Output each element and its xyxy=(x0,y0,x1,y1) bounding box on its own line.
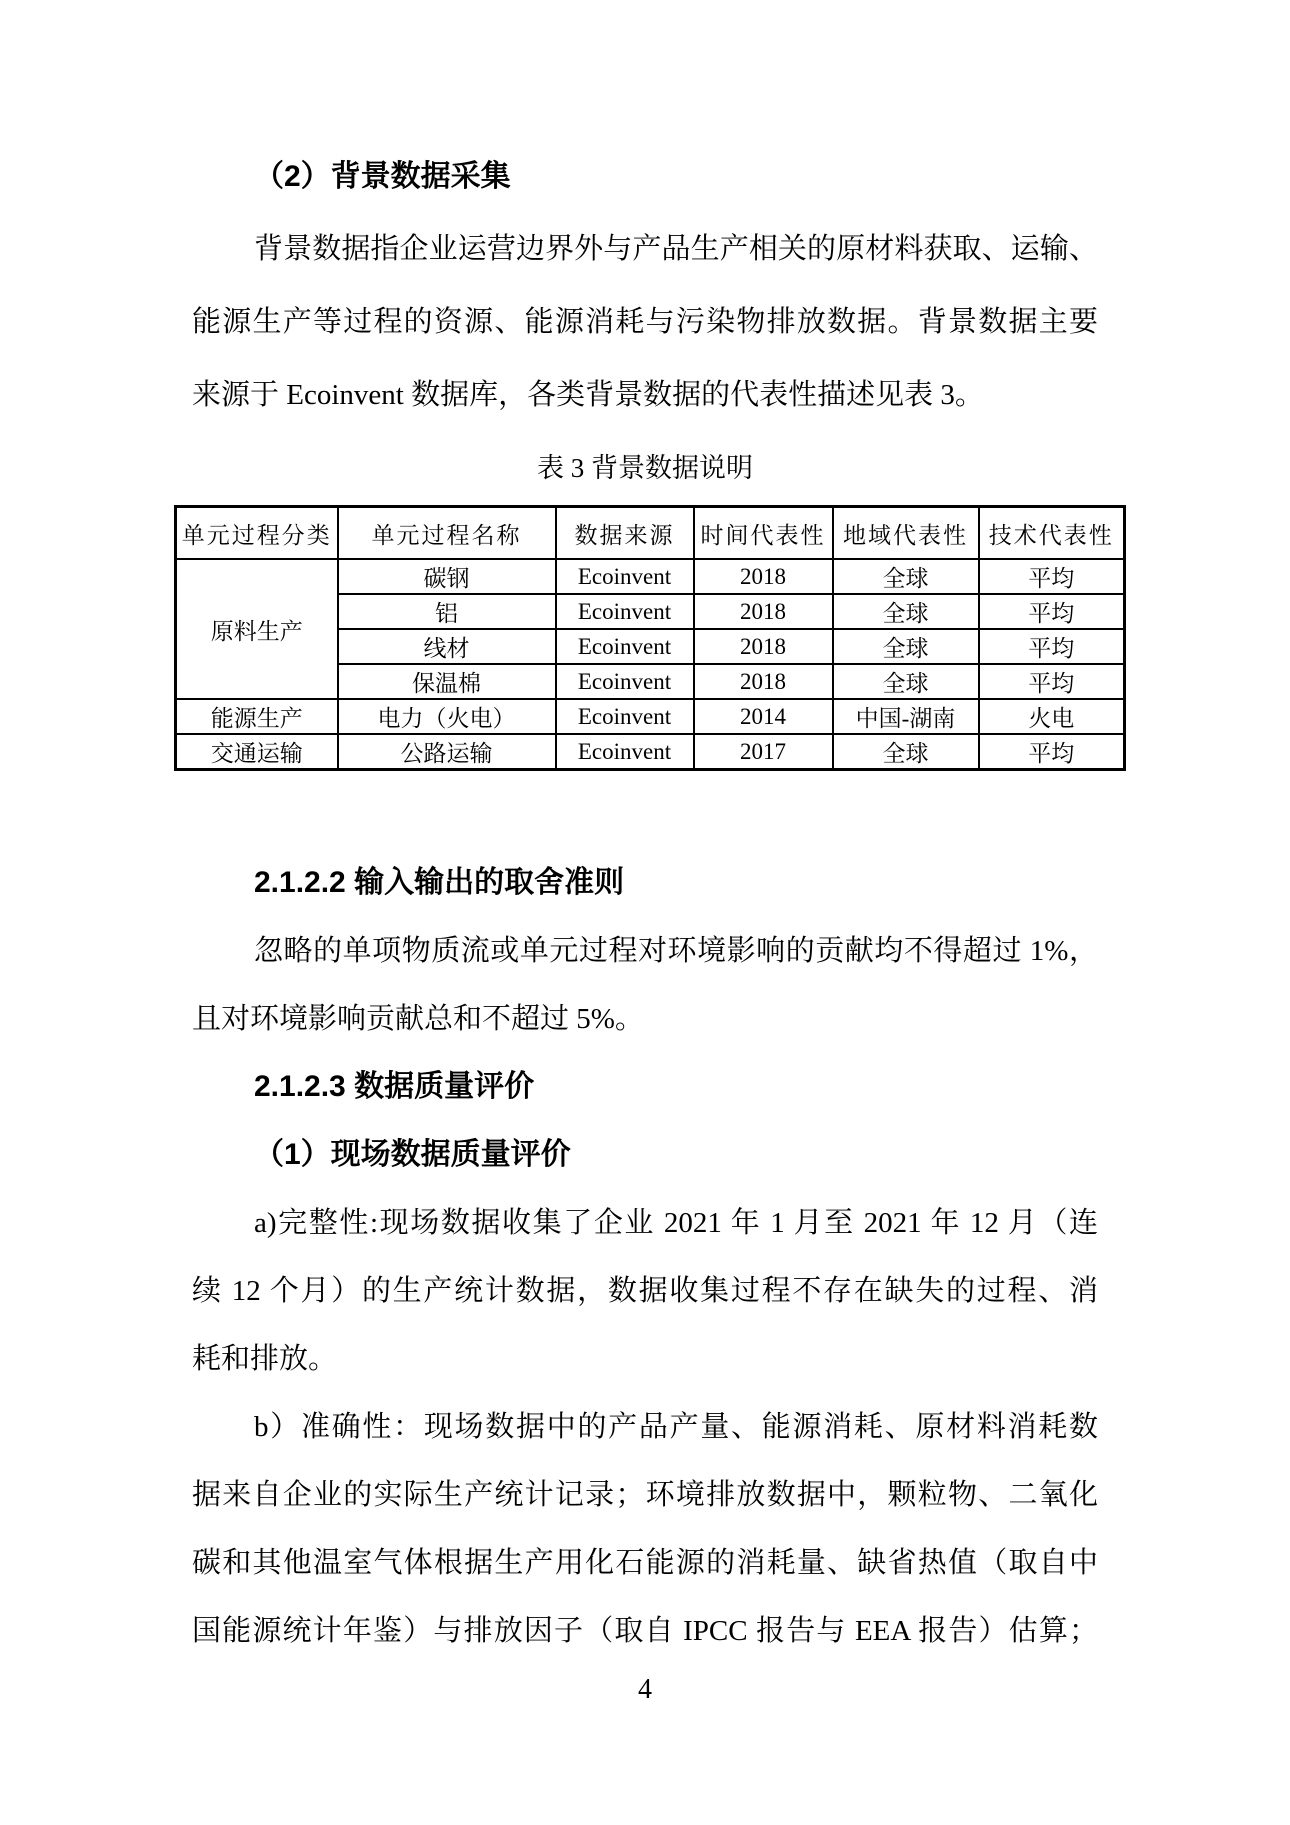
table-header-row xyxy=(176,507,1125,560)
paragraph-cutoff-line-1: 忽略的单项物质流或单元过程对环境影响的贡献均不得超过 1%， xyxy=(254,935,1098,967)
cell-data-source: Ecoinvent xyxy=(556,699,694,734)
paragraph-b-line-3: 碳和其他温室气体根据生产用化石能源的消耗量、缺省热值（取自中 xyxy=(192,1547,1098,1579)
cell-data-source: Ecoinvent xyxy=(556,734,694,770)
cell-data-source: Ecoinvent xyxy=(556,664,694,699)
cell-region: 全球 xyxy=(833,594,979,629)
cell-region: 全球 xyxy=(833,559,979,594)
cell-time: 2018 xyxy=(694,594,833,629)
cell-time: 2018 xyxy=(694,559,833,594)
heading-background-data-collection: （2）背景数据采集 xyxy=(254,160,511,193)
cell-process-name: 保温棉 xyxy=(338,664,556,699)
paragraph-background-line-2: 能源生产等过程的资源、能源消耗与污染物排放数据。背景数据主要 xyxy=(192,306,1098,338)
paragraph-background-line-1: 背景数据指企业运营边界外与产品生产相关的原材料获取、运输、 xyxy=(254,233,1098,265)
cell-tech: 平均 xyxy=(979,594,1125,629)
cell-tech: 平均 xyxy=(979,629,1125,664)
col-header-time-rep: 时间代表性 xyxy=(694,507,833,560)
cell-time: 2014 xyxy=(694,699,833,734)
cell-process-name: 碳钢 xyxy=(338,559,556,594)
paragraph-a-line-3: 耗和排放。 xyxy=(192,1343,338,1375)
cell-tech: 火电 xyxy=(979,699,1125,734)
cell-process-name: 电力（火电） xyxy=(338,699,556,734)
cell-time: 2018 xyxy=(694,664,833,699)
cell-time: 2018 xyxy=(694,629,833,664)
cell-category: 能源生产 xyxy=(176,699,338,734)
col-header-data-source: 数据来源 xyxy=(556,507,694,560)
col-header-tech-rep: 技术代表性 xyxy=(979,507,1125,560)
paragraph-b-line-4: 国能源统计年鉴）与排放因子（取自 IPCC 报告与 EEA 报告）估算； xyxy=(192,1615,1098,1647)
lower-text-block xyxy=(192,849,1098,1665)
table-wrapper xyxy=(174,505,1114,771)
cell-tech: 平均 xyxy=(979,664,1125,699)
cell-region: 全球 xyxy=(833,629,979,664)
cell-tech: 平均 xyxy=(979,734,1125,770)
cell-tech: 平均 xyxy=(979,559,1125,594)
heading-field-data-quality: （1）现场数据质量评价 xyxy=(254,1138,571,1171)
cell-data-source: Ecoinvent xyxy=(556,559,694,594)
cell-region: 全球 xyxy=(833,734,979,770)
paragraph-background-line-3: 来源于 Ecoinvent 数据库，各类背景数据的代表性描述见表 3。 xyxy=(192,379,984,411)
paragraph-b-line-1: b）准确性：现场数据中的产品产量、能源消耗、原材料消耗数 xyxy=(254,1411,1098,1443)
col-header-region-rep: 地域代表性 xyxy=(833,507,979,560)
cell-process-name: 公路运输 xyxy=(338,734,556,770)
cell-data-source: Ecoinvent xyxy=(556,629,694,664)
heading-cutoff-rules: 2.1.2.2 输入输出的取舍准则 xyxy=(254,866,625,899)
cell-region: 全球 xyxy=(833,664,979,699)
heading-data-quality: 2.1.2.3 数据质量评价 xyxy=(254,1070,535,1103)
cell-region: 中国-湖南 xyxy=(833,699,979,734)
table-row xyxy=(176,559,1125,594)
paragraph-a-line-2: 续 12 个月）的生产统计数据，数据收集过程不存在缺失的过程、消 xyxy=(192,1275,1098,1307)
cell-data-source: Ecoinvent xyxy=(556,594,694,629)
page-number: 4 xyxy=(638,1674,652,1705)
text-column xyxy=(181,140,1114,1715)
paragraph-a-line-1: a)完整性:现场数据收集了企业 2021 年 1 月至 2021 年 12 月（连 xyxy=(254,1207,1098,1239)
cell-time: 2017 xyxy=(694,734,833,770)
background-data-table xyxy=(174,505,1126,771)
cell-category: 交通运输 xyxy=(176,734,338,770)
paragraph-b-line-2: 据来自企业的实际生产统计记录；环境排放数据中，颗粒物、二氧化 xyxy=(192,1479,1098,1511)
col-header-process-name: 单元过程名称 xyxy=(338,507,556,560)
cell-process-name: 线材 xyxy=(338,629,556,664)
table-row xyxy=(176,699,1125,734)
col-header-process-class: 单元过程分类 xyxy=(176,507,338,560)
paragraph-cutoff-line-2: 且对环境影响贡献总和不超过 5%。 xyxy=(192,1003,644,1035)
cell-process-name: 铝 xyxy=(338,594,556,629)
table-row xyxy=(176,734,1125,770)
table-caption: 表 3 背景数据说明 xyxy=(537,453,753,483)
cell-category: 原料生产 xyxy=(176,559,338,699)
